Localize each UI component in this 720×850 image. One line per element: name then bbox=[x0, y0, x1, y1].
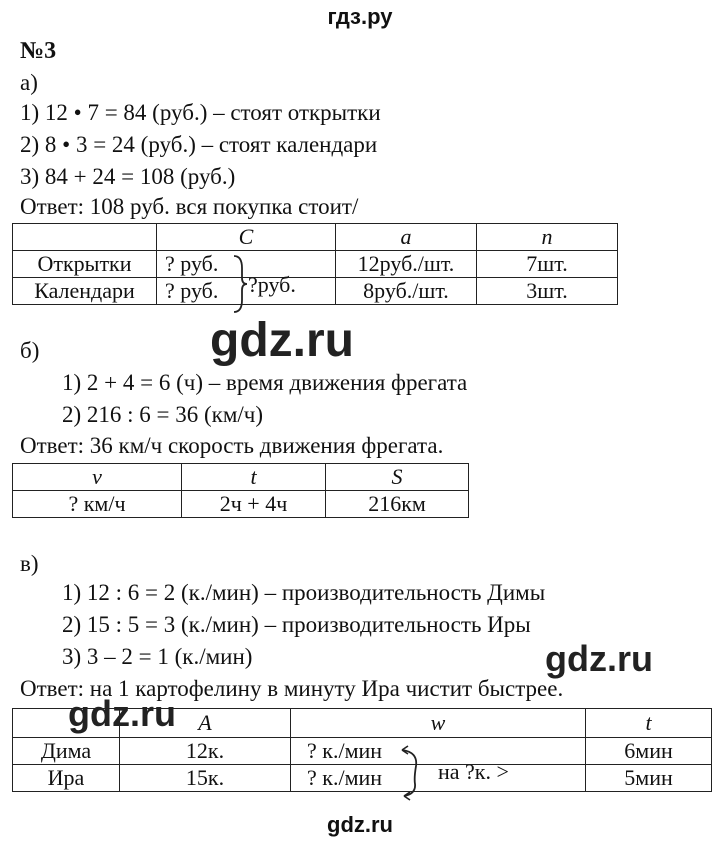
row-label: Дима bbox=[13, 738, 120, 765]
header-cell: a bbox=[336, 224, 477, 251]
header-cell: w bbox=[291, 709, 586, 738]
rate-cell: ? к./мин bbox=[291, 765, 586, 792]
table-row bbox=[13, 278, 618, 305]
header-cell: v bbox=[13, 464, 182, 491]
amount-cell: 12к. bbox=[120, 738, 291, 765]
part-c-brace-note: на ?к. > bbox=[438, 759, 509, 784]
row-label: Открытки bbox=[13, 251, 157, 278]
watermark: gdz.ru bbox=[210, 314, 354, 367]
header-cell bbox=[13, 224, 157, 251]
table-row bbox=[13, 738, 712, 765]
table-row bbox=[13, 765, 712, 792]
problem-title: №3 bbox=[20, 38, 57, 64]
rate-cell: ? к./мин bbox=[291, 738, 586, 765]
part-b-step-2: 2) 216 : 6 = 36 (км/ч) bbox=[62, 402, 264, 427]
cost-cell: ? руб. bbox=[157, 251, 336, 278]
price-cell: 8руб./шт. bbox=[336, 278, 477, 305]
part-b-answer: Ответ: 36 км/ч скорость движения фрегата. bbox=[20, 433, 444, 458]
watermark: gdz.ru bbox=[545, 638, 653, 679]
part-c-answer: Ответ: на 1 картофелину в минуту Ира чистит быстрее. bbox=[20, 676, 564, 701]
header-cell: n bbox=[477, 224, 618, 251]
watermark: gdz.ru bbox=[68, 693, 176, 734]
quantity-cell: 7шт. bbox=[477, 251, 618, 278]
part-a-table bbox=[12, 223, 618, 305]
amount-cell: 15к. bbox=[120, 765, 291, 792]
part-c-label: в) bbox=[20, 551, 39, 576]
price-cell: 12руб./шт. bbox=[336, 251, 477, 278]
site-footer: gdz.ru bbox=[327, 812, 393, 837]
part-c-step-2: 2) 15 : 5 = 3 (к./мин) – производительность Иры bbox=[62, 612, 531, 637]
table-header-row bbox=[13, 224, 618, 251]
part-b-table bbox=[12, 463, 469, 518]
row-label: Ира bbox=[13, 765, 120, 792]
quantity-cell: 3шт. bbox=[477, 278, 618, 305]
table-row bbox=[13, 491, 469, 518]
table-row bbox=[13, 251, 618, 278]
part-b-label: б) bbox=[20, 338, 40, 363]
site-header: гдз.ру bbox=[327, 4, 393, 29]
curly-brace-icon bbox=[400, 744, 424, 800]
part-a-step-1: 1) 12 • 7 = 84 (руб.) – стоят открытки bbox=[20, 100, 381, 125]
row-label: Календари bbox=[13, 278, 157, 305]
part-c-step-1: 1) 12 : 6 = 2 (к./мин) – производительность Димы bbox=[62, 580, 546, 605]
part-b-step-1: 1) 2 + 4 = 6 (ч) – время движения фрегата bbox=[62, 370, 468, 395]
curly-brace-icon bbox=[232, 254, 248, 314]
header-cell: t bbox=[182, 464, 326, 491]
table-header-row bbox=[13, 464, 469, 491]
part-c-step-3: 3) 3 – 2 = 1 (к./мин) bbox=[62, 644, 253, 669]
time-cell: 5мин bbox=[586, 765, 712, 792]
time-cell: 6мин bbox=[586, 738, 712, 765]
distance-cell: 216км bbox=[326, 491, 469, 518]
header-cell: C bbox=[157, 224, 336, 251]
part-a-label: а) bbox=[20, 70, 38, 95]
cost-cell: ? руб. bbox=[157, 278, 336, 305]
header-cell: t bbox=[586, 709, 712, 738]
part-a-step-2: 2) 8 • 3 = 24 (руб.) – стоят календари bbox=[20, 132, 378, 157]
part-a-answer: Ответ: 108 руб. вся покупка стоит/ bbox=[20, 194, 359, 219]
header-cell: A bbox=[120, 709, 291, 738]
time-cell: 2ч + 4ч bbox=[182, 491, 326, 518]
part-a-brace-note: ?руб. bbox=[248, 272, 296, 297]
header-cell: S bbox=[326, 464, 469, 491]
part-a-step-3: 3) 84 + 24 = 108 (руб.) bbox=[20, 164, 236, 189]
speed-cell: ? км/ч bbox=[13, 491, 182, 518]
